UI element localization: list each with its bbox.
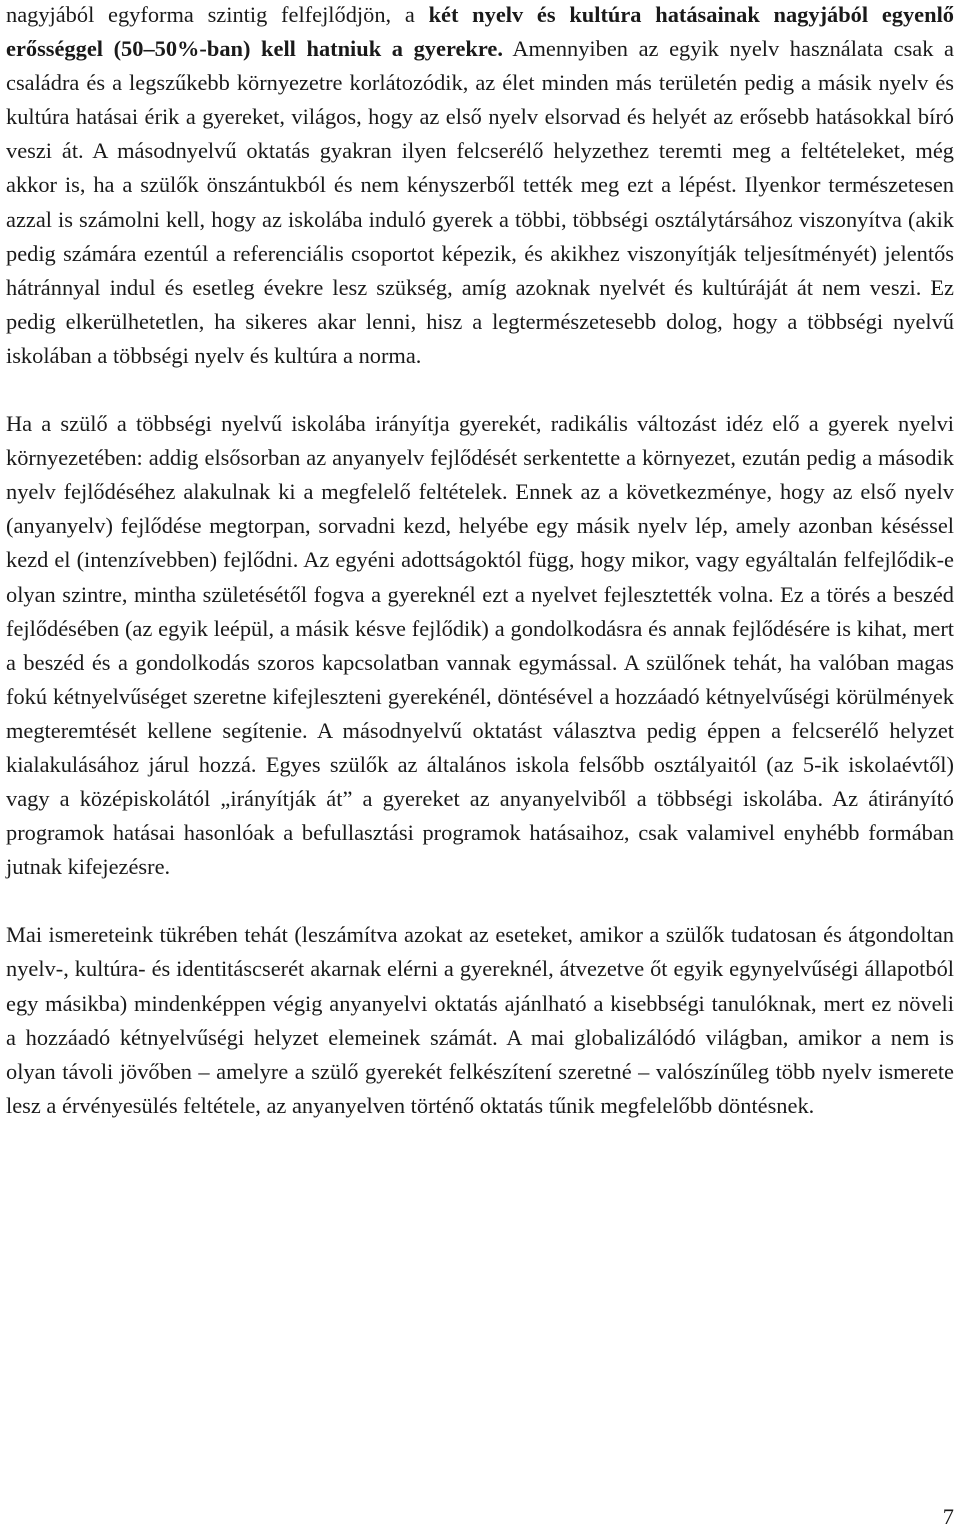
document-page — [6, 0, 954, 1123]
paragraph-2-text: Ha a szülő a többségi nyelvű iskolába irányítja gyerekét, radikális változást idéz elő a gyerek nyelvi környezetében: addig elsősorban az anyanyelv fejlődését serkentette a környezet, ezután pedig a második nyelv fejlődéséhez alakulnak ki a megfelelő feltételek. Ennek az a következménye, hogy az első nyelv (anyanyelv) fejlődése megtorpan, sorvadni kezd, helyébe egy másik nyelv lép, amely azonban késéssel kezd el (intenzívebben) fejlődni. Az egyéni adottságoktól függ, hogy mikor, vagy egyáltalán felfejlődik-e olyan szintre, mintha születésétől fogva a gyereknél ezt a nyelvet fejlesztették volna. Ez a törés a beszéd fejlődésében (az egyik leépül, a másik késve fejlődik) a gondolkodásra és annak fejlődésére is kihat, mert a beszéd és a gondolkodás szoros kapcsolatban vannak egymással. A szülőnek tehát, ha valóban magas fokú kétnyelvűséget szeretne kifejleszteni gyerekénél, döntésével a hozzáadó kétnyelvűségi körülmények megteremtését kellene segítenie. A másodnyelvű oktatást választva pedig éppen a felcserélő helyzet kialakulásához járul hozzá. Egyes szülők az általános iskola felsőbb osztályaitól (az 5-ik iskolaévtől) vagy a középiskolától „irányítják át” a gyereket az anyanyelviből a többségi iskolába. Az átirányító programok hatásai hasonlóak a befullasztási programok hatásaihoz, csak valamivel enyhébb formában jutnak kifejezésre. — [6, 411, 954, 880]
paragraph-3-text: Mai ismereteink tükrében tehát (leszámítva azokat az eseteket, amikor a szülők tudatosan és átgondoltan nyelv-, kultúra- és identitáscserét akarnak elérni a gyereknél, átvezetve őt egyik egynyelvűségi állapotból egy másikba) mindenképpen végig anyanyelvi oktatás ajánlható a kisebbségi tanulóknak, mert ez növeli a hozzáadó kétnyelvűségi helyzet elemeinek számát. A mai globalizálódó világban, amikor a nem is olyan távoli jövőben – amelyre a szülő gyerekét felkészítení szeretné – valószínűleg több nyelv ismerete lesz a érvényesülés feltétele, az anyanyelven történő oktatás tűnik megfelelőbb döntésnek. — [6, 922, 954, 1118]
paragraph-3 — [6, 918, 954, 1123]
paragraph-2 — [6, 407, 954, 884]
paragraph-1 — [6, 0, 954, 373]
page-number: 7 — [942, 1504, 954, 1529]
paragraph-1-segment-3: Amennyiben az egyik nyelv használata csak a családra és a legszűkebb környezetre korlátozódik, az élet minden más területén pedig a másik nyelv és kultúra hatásai érik a gyereket, világos, hogy az első nyelv elsorvad és helyét az erősebb hatásokkal bíró veszi át. A másodnyelvű oktatás gyakran ilyen felcserélő helyzethez teremti meg a feltételeket, még akkor is, ha a szülők önszántukból és nem kényszerből tették meg ezt a lépést. Ilyenkor természetesen azzal is számolni kell, hogy az iskolába induló gyerek a többi, többségi osztálytársához viszonyítva (akik pedig számára ezentúl a referenciális csoportot képezik, és akikhez viszonyítják teljesítményét) jelentős hátránnyal indul és esetleg évekre lesz szükség, amíg azoknak nyelvét és kultúráját át nem veszi. Ez pedig elkerülhetetlen, ha sikeres akar lenni, hisz a legtermészetesebb dolog, hogy a többségi nyelvű iskolában a többségi nyelv és kultúra a norma. — [6, 36, 954, 368]
paragraph-1-bold-segment: két nyelv és kultúra hatásainak nagyjából egyenlő erősséggel (50–50%-ban) kell hatniuk a gyerekre. — [6, 2, 954, 62]
paragraph-1-segment-1: nagyjából egyforma szintig felfejlődjön, a — [6, 2, 429, 27]
